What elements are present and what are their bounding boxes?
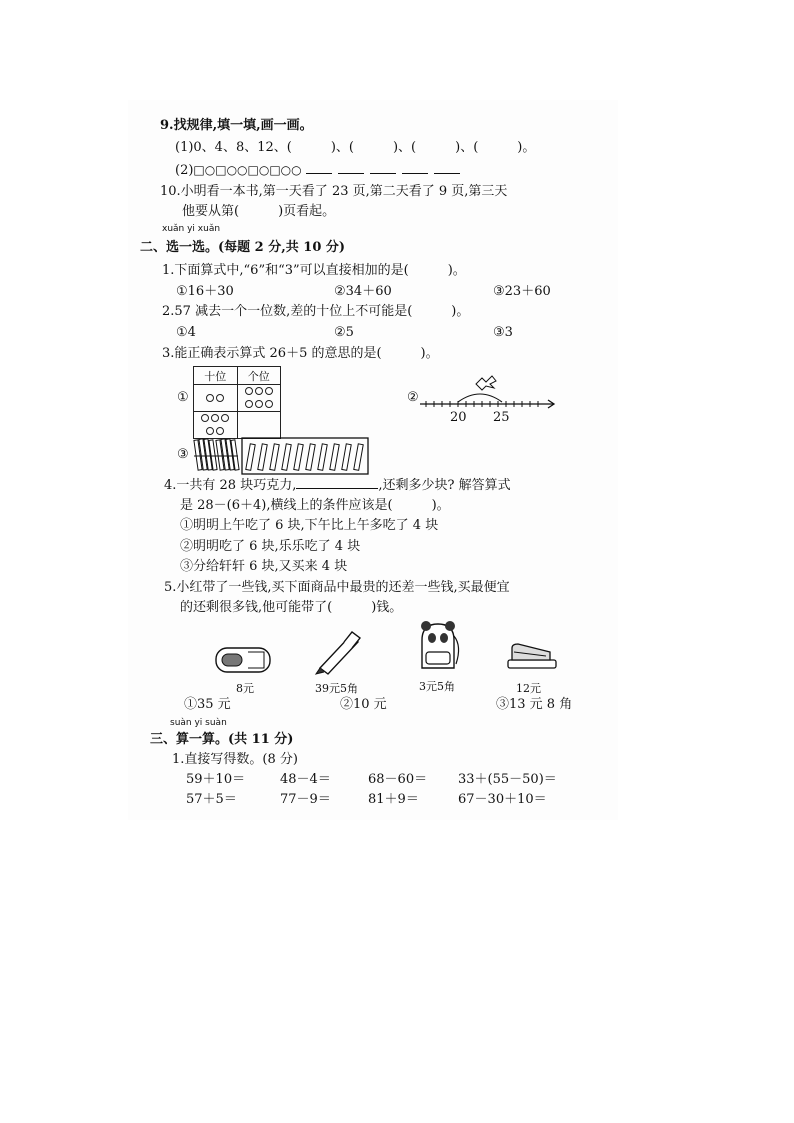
s2-q5-option-c[interactable]: ③13 元 8 角 xyxy=(496,697,573,712)
backpack-icon xyxy=(414,618,464,674)
section3-pinyin: suàn yi suàn xyxy=(170,718,227,728)
calc-item[interactable]: 59＋10＝ xyxy=(186,772,246,787)
pen-price: 39元5角 xyxy=(315,682,358,695)
q9-shape-sequence: □○□○○□○□○○ xyxy=(193,163,302,177)
tick-label-20: 20 xyxy=(450,410,467,425)
eraser-price: 8元 xyxy=(236,682,254,695)
s2-q4-line1-start: 4.一共有 28 块巧克力, xyxy=(164,478,297,493)
s2-q5-line2: 的还剩很多钱,他可能带了( )钱。 xyxy=(180,600,403,615)
tens-dots xyxy=(194,412,238,439)
tens-header: 十位 xyxy=(194,367,238,385)
s2-q5-line1: 5.小红带了一些钱,买下面商品中最贵的还差一些钱,买最便宜 xyxy=(164,580,510,595)
s2-q4-line1-end: ,还剩多少块? 解答算式 xyxy=(378,478,511,493)
s2-q1-option-a[interactable]: ①16＋30 xyxy=(176,284,234,299)
s2-q5-option-b[interactable]: ②10 元 xyxy=(340,697,387,712)
blank-line[interactable] xyxy=(434,163,460,174)
ones-header: 个位 xyxy=(237,367,281,385)
blank-line[interactable] xyxy=(306,163,332,174)
calc-item[interactable]: 77－9＝ xyxy=(280,792,331,807)
s2-q1-option-b[interactable]: ②34＋60 xyxy=(334,284,392,299)
section3-title: 三、算一算。(共 11 分) xyxy=(150,732,294,747)
q10-line1: 10.小明看一本书,第一天看了 23 页,第二天看了 9 页,第三天 xyxy=(160,184,508,199)
blank-line[interactable] xyxy=(370,163,396,174)
calc-item[interactable]: 57＋5＝ xyxy=(186,792,237,807)
s2-q3-option3-label[interactable]: ③ xyxy=(177,447,189,462)
s2-q2-option-b[interactable]: ②5 xyxy=(334,325,354,340)
s2-q2-stem: 2.57 减去一个一位数,差的十位上不可能是( )。 xyxy=(162,304,470,319)
calc-item[interactable]: 48－4＝ xyxy=(280,772,331,787)
s3-sub1-title: 1.直接写得数。(8 分) xyxy=(172,752,298,767)
s2-q3-option1-label[interactable]: ① xyxy=(177,390,189,405)
tick-label-25: 25 xyxy=(493,410,510,425)
backpack-price: 3元5角 xyxy=(419,680,455,693)
calc-item[interactable]: 81＋9＝ xyxy=(368,792,419,807)
stick-bundles xyxy=(194,436,370,476)
stapler-price: 12元 xyxy=(516,682,541,695)
section2-pinyin: xuǎn yi xuǎn xyxy=(162,224,221,234)
s2-q1-stem: 1.下面算式中,“6”和“3”可以直接相加的是( )。 xyxy=(162,263,466,278)
pen-icon xyxy=(314,628,364,674)
q4-answer-blank[interactable] xyxy=(296,478,378,489)
s2-q4-option-b[interactable]: ②明明吃了 6 块,乐乐吃了 4 块 xyxy=(180,539,361,554)
eraser-icon xyxy=(214,644,274,676)
q9-line1: (1)0、4、8、12、( )、( )、( )、( )。 xyxy=(175,140,536,155)
s2-q1-option-c[interactable]: ③23＋60 xyxy=(493,284,551,299)
ones-empty-cell xyxy=(237,412,281,439)
q9-line2-prefix: (2) xyxy=(175,163,194,178)
stapler-icon xyxy=(506,640,560,672)
s2-q4-option-a[interactable]: ①明明上午吃了 6 块,下午比上午多吃了 4 块 xyxy=(180,518,439,533)
q10-line2: 他要从第( )页看起。 xyxy=(182,204,336,219)
s2-q4-option-c[interactable]: ③分给轩轩 6 块,又买来 4 块 xyxy=(180,559,348,574)
number-line xyxy=(420,372,560,412)
section2-title: 二、选一选。(每题 2 分,共 10 分) xyxy=(140,240,346,255)
place-value-table xyxy=(193,366,281,439)
s2-q2-option-a[interactable]: ①4 xyxy=(176,325,196,340)
calc-item[interactable]: 68－60＝ xyxy=(368,772,428,787)
s2-q4-line2: 是 28－(6＋4),横线上的条件应该是( )。 xyxy=(180,498,450,513)
q9-title: 9.找规律,填一填,画一画。 xyxy=(160,118,313,133)
tens-dots xyxy=(194,385,238,412)
q9-line2 xyxy=(175,162,466,179)
s2-q2-option-c[interactable]: ③3 xyxy=(493,325,513,340)
calc-item[interactable]: 33＋(55－50)＝ xyxy=(458,772,557,787)
ones-dots xyxy=(237,385,281,412)
s2-q5-option-a[interactable]: ①35 元 xyxy=(184,697,231,712)
s2-q3-stem: 3.能正确表示算式 26＋5 的意思的是( )。 xyxy=(162,346,439,361)
calc-item[interactable]: 67－30＋10＝ xyxy=(458,792,547,807)
blank-line[interactable] xyxy=(338,163,364,174)
s2-q3-option2-label[interactable]: ② xyxy=(407,390,419,405)
blank-line[interactable] xyxy=(402,163,428,174)
s2-q4-line1 xyxy=(164,478,511,494)
